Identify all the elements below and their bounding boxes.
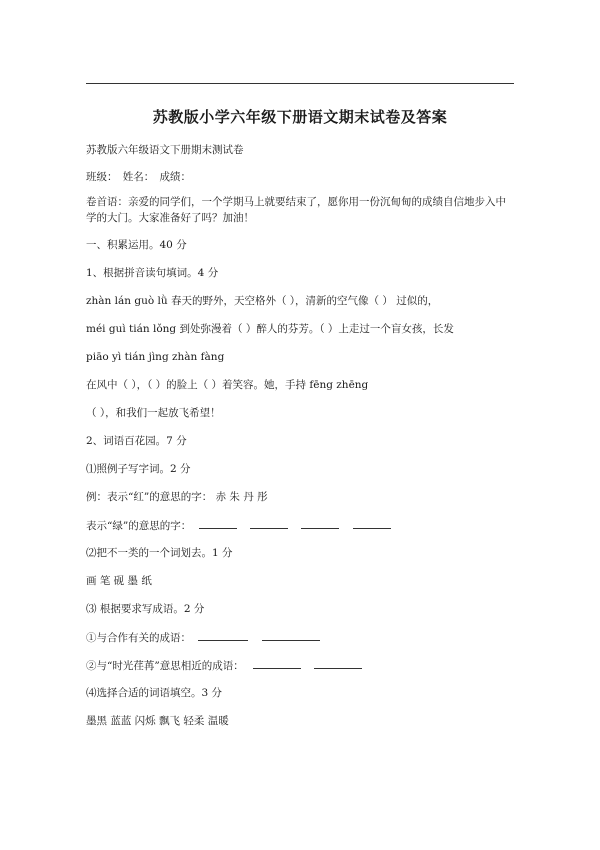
- word-list: 墨黑 蓝蓝 闪烁 飘飞 轻柔 温暖: [86, 715, 229, 727]
- word-list: 画 笔 砚 墨 纸: [86, 575, 152, 587]
- fill-line: [86, 518, 391, 533]
- sub-question-heading: ⑷选择合适的词语填空。3 分: [86, 687, 223, 699]
- answer-blank[interactable]: [253, 658, 301, 669]
- answer-blank[interactable]: [314, 658, 362, 669]
- fill-line: [86, 658, 362, 673]
- fill-line-label: 表示“绿”的意思的字：: [86, 520, 192, 532]
- answer-blank[interactable]: [250, 518, 288, 529]
- section-heading: 一、积累运用。40 分: [86, 239, 187, 251]
- document-title: 苏教版小学六年级下册语文期末试卷及答案: [152, 108, 448, 126]
- question-line: （ ），和我们一起放飞希望！: [86, 407, 221, 419]
- fill-line-label: ①与合作有关的成语：: [86, 632, 191, 644]
- subtitle: 苏教版六年级语文下册期末测试卷: [86, 144, 244, 156]
- sub-question-heading: ⑶ 根据要求写成语。2 分: [86, 603, 205, 615]
- answer-blank[interactable]: [262, 630, 320, 641]
- student-info-line: 班级： 姓名： 成绩：: [86, 171, 191, 183]
- fill-line: [86, 630, 320, 645]
- answer-blank[interactable]: [353, 518, 391, 529]
- question-line: zhàn lán guò lǜ 春天的野外，天空格外（ ），清新的空气像（ ） 过似的，: [86, 295, 439, 307]
- question-line: méi guì tián lǒng 到处弥漫着（ ）醉人的芬芳。（ ）上走过一个盲女孩，长发: [86, 323, 454, 335]
- sub-question-heading: ⑴照例子写字词。2 分: [86, 463, 191, 475]
- answer-blank[interactable]: [198, 630, 248, 641]
- header-rule: [86, 83, 514, 84]
- question-line: 在风中（ ），（ ）的脸上（ ）着笑容。她，手持 fēng zhēng: [86, 379, 369, 391]
- example-line: 例：表示“红”的意思的字： 赤 朱 丹 彤: [86, 491, 268, 503]
- sub-question-heading: ⑵把不一类的一个词划去。1 分: [86, 547, 233, 559]
- answer-blank[interactable]: [301, 518, 339, 529]
- pinyin-line: piāo yì tián jìng zhàn fàng: [86, 351, 225, 363]
- preface-paragraph: 卷首语：亲爱的同学们，一个学期马上就要结束了，愿你用一份沉甸甸的成绩自信地步入中学的大门。大家准备好了吗？加油！: [86, 196, 506, 224]
- answer-blank[interactable]: [199, 518, 237, 529]
- question-heading: 2、词语百花园。7 分: [86, 435, 187, 447]
- fill-line-label: ②与“时光荏苒”意思相近的成语：: [86, 660, 244, 672]
- question-heading: 1、根据拼音读句填词。4 分: [86, 267, 219, 279]
